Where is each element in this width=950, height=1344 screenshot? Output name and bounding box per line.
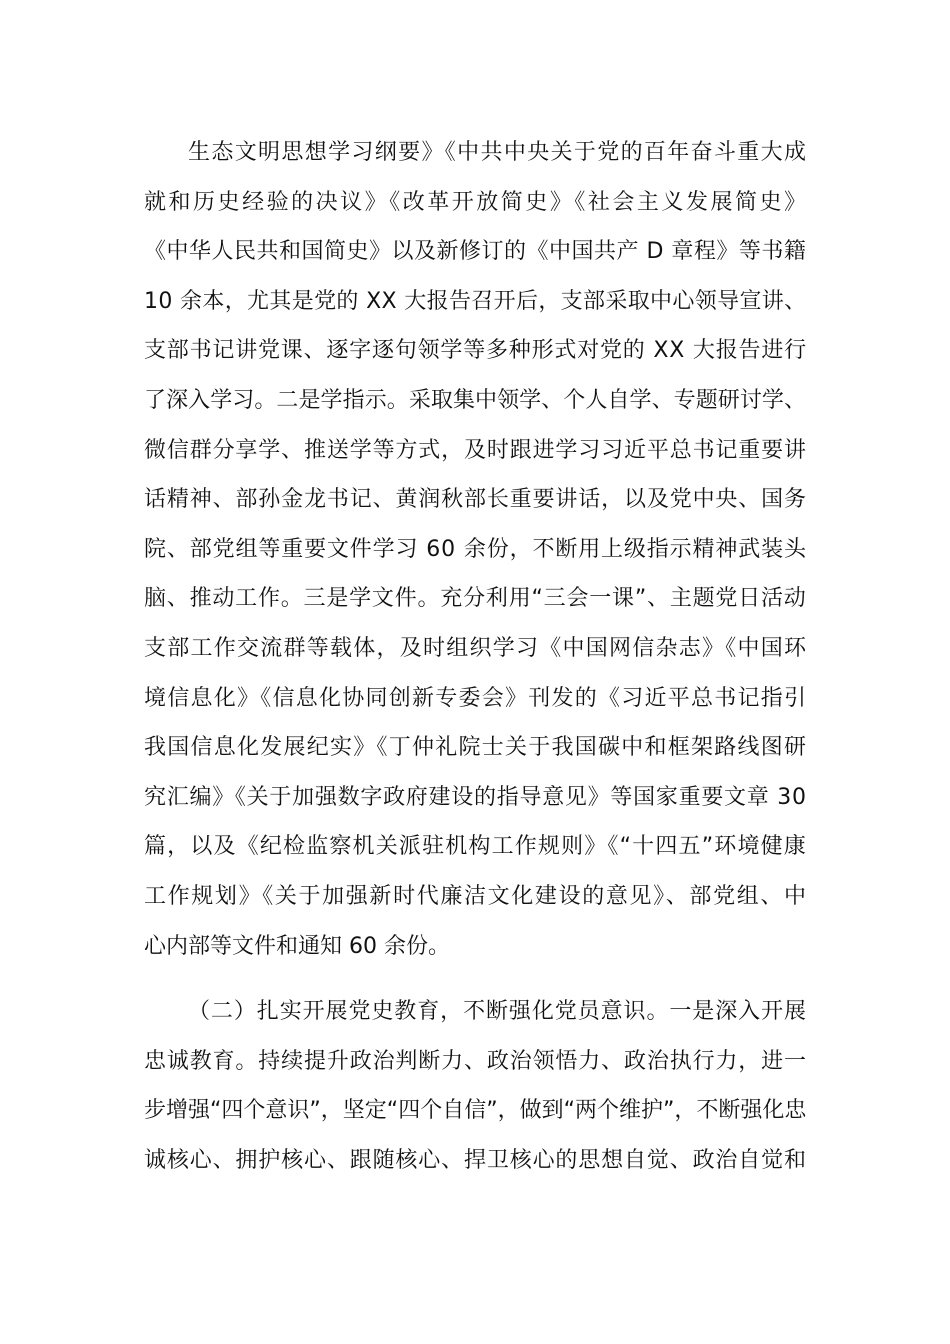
paragraph-line: 我国信息化发展纪实》《丁仲礼院士关于我国碳中和框架路线图研	[144, 735, 808, 761]
paragraph-line: 忠诚教育。持续提升政治判断力、政治领悟力、政治执行力，进一	[144, 1048, 807, 1074]
paragraph-line: 生态文明思想学习纲要》《中共中央关于党的百年奋斗重大成	[188, 140, 808, 165]
paragraph-line: 篇，以及《纪检监察机关派驻机构工作规则》《“十四五”环境健康	[144, 834, 807, 860]
paragraph-line: 脑、推动工作。三是学文件。充分利用“三会一课”、主题党日活动	[144, 586, 807, 612]
paragraph-line: 工作规划》《关于加强新时代廉洁文化建设的意见》、部党组、中	[144, 884, 808, 909]
paragraph-line: 了深入学习。二是学指示。采取集中领学、个人自学、专题研讨学、	[144, 388, 807, 413]
paragraph-line: 院、部党组等重要文件学习 60 余份，不断用上级指示精神武装头	[144, 536, 807, 562]
paragraph-line: 究汇编》《关于加强数字政府建设的指导意见》等国家重要文章 30	[144, 784, 807, 810]
paragraph-line: 诚核心、拥护核心、跟随核心、捍卫核心的思想自觉、政治自觉和	[144, 1147, 807, 1173]
paragraph-line: 《中华人民共和国简史》以及新修订的《中国共产 D 章程》等书籍	[144, 239, 807, 265]
paragraph-line: 境信息化》《信息化协同创新专委会》刊发的《习近平总书记指引	[144, 685, 808, 711]
paragraph-line: 话精神、部孙金龙书记、黄润秋部长重要讲话，以及党中央、国务	[144, 487, 807, 513]
paragraph-line: 就和历史经验的决议》《改革开放简史》《社会主义发展简史》	[144, 189, 809, 215]
paragraph-line: 微信群分享学、推送学等方式，及时跟进学习习近平总书记重要讲	[144, 437, 807, 463]
paragraph-line: 心内部等文件和通知 60 余份。	[144, 933, 450, 959]
paragraph-line: 支部书记讲党课、逐字逐句领学等多种形式对党的 XX 大报告进行	[144, 338, 807, 364]
paragraph-line: 10 余本，尤其是党的 XX 大报告召开后，支部采取中心领导宣讲、	[144, 288, 807, 314]
paragraph-line: 支部工作交流群等载体，及时组织学习《中国网信杂志》《中国环	[144, 636, 808, 661]
paragraph-line: （二）扎实开展党史教育，不断强化党员意识。一是深入开展	[188, 999, 807, 1024]
paragraph-line: 步增强“四个意识”，坚定“四个自信”，做到“两个维护”，不断强化忠	[144, 1098, 807, 1124]
